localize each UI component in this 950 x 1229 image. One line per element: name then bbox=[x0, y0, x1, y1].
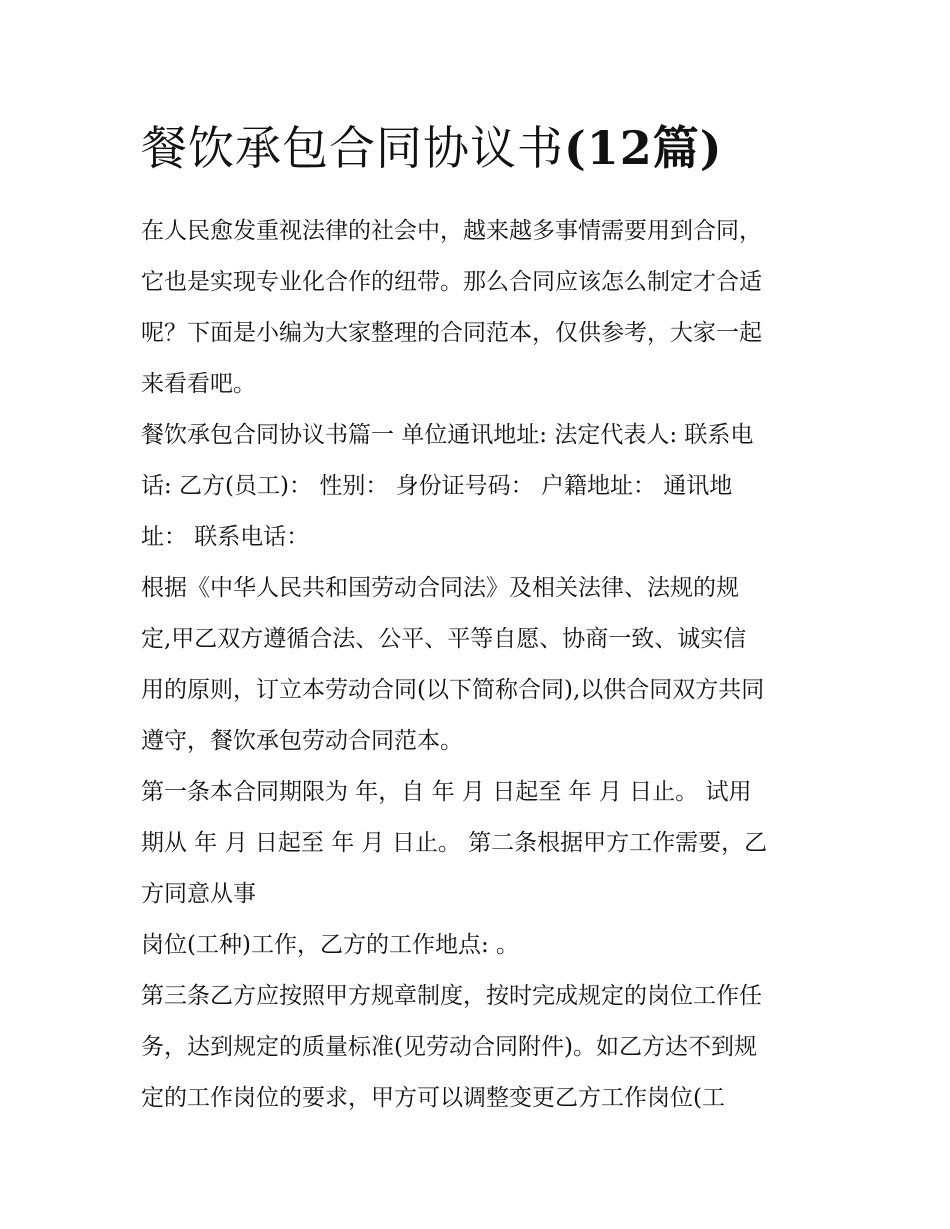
paragraph-article-3 bbox=[141, 971, 813, 1124]
paragraph-line: 定,甲乙双方遵循合法、公平、平等自愿、协商一致、诚实信 bbox=[141, 626, 747, 652]
paragraph-line: 它也是实现专业化合作的纽带。那么合同应该怎么制定才合适 bbox=[141, 269, 762, 295]
paragraph-parties bbox=[141, 410, 813, 563]
paragraph-line: 第一条本合同期限为 年，自 年 月 日起至 年 月 日止。 试用 bbox=[141, 779, 752, 805]
title-main-text: 餐饮承包合同协议书 bbox=[141, 121, 564, 175]
paragraph-line: 遵守，餐饮承包劳动合同范本。 bbox=[141, 728, 463, 754]
paragraph-line: 务，达到规定的质量标准(见劳动合同附件)。如乙方达不到规 bbox=[141, 1034, 757, 1060]
paragraph-line: 根据《中华人民共和国劳动合同法》及相关法律、法规的规 bbox=[141, 575, 739, 601]
paragraph-position bbox=[141, 920, 813, 971]
paragraph-legal-basis bbox=[141, 563, 813, 767]
paragraph-line: 定的工作岗位的要求，甲方可以调整变更乙方工作岗位(工 bbox=[141, 1085, 725, 1111]
paragraph-line: 在人民愈发重视法律的社会中，越来越多事情需要用到合同， bbox=[141, 218, 762, 244]
paragraph-line: 来看看吧。 bbox=[141, 371, 256, 397]
paragraph-line: 用的原则，订立本劳动合同(以下简称合同),以供合同双方共同 bbox=[141, 677, 765, 703]
paragraph-line: 方同意从事 bbox=[141, 881, 256, 907]
paragraph-line: 第三条乙方应按照甲方规章制度，按时完成规定的岗位工作任 bbox=[141, 983, 762, 1009]
paragraph-line: 期从 年 月 日起至 年 月 日止。 第二条根据甲方工作需要，乙 bbox=[141, 830, 768, 856]
paragraph-intro bbox=[141, 206, 813, 410]
paragraph-line: 餐饮承包合同协议书篇一 单位通讯地址: 法定代表人: 联系电 bbox=[141, 422, 754, 448]
document-title bbox=[141, 118, 813, 178]
paragraph-line: 呢？下面是小编为大家整理的合同范本，仅供参考，大家一起 bbox=[141, 320, 762, 346]
title-suffix-text: (12篇) bbox=[564, 121, 723, 175]
paragraph-line: 岗位(工种)工作，乙方的工作地点: 。 bbox=[141, 932, 520, 958]
paragraph-line: 话: 乙方(员工)： 性别： 身份证号码： 户籍地址： 通讯地 bbox=[141, 473, 733, 499]
paragraph-article-1-2 bbox=[141, 767, 813, 920]
paragraph-line: 址： 联系电话： bbox=[141, 524, 310, 550]
document-page bbox=[141, 118, 813, 1124]
